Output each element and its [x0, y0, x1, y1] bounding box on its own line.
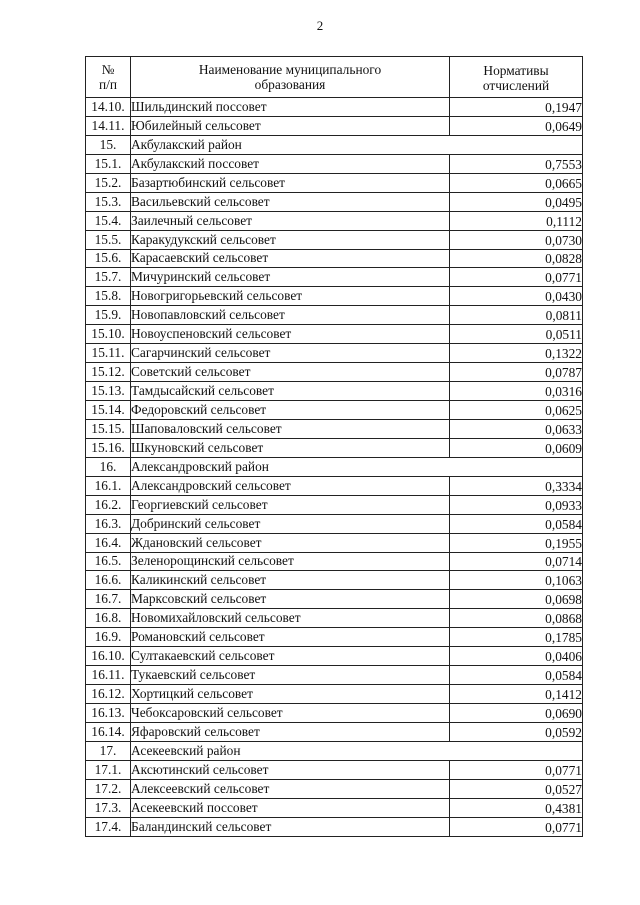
norm-value: 0,0933: [450, 495, 583, 514]
row-number: 17.4.: [86, 817, 131, 836]
municipality-name: Заилечный сельсовет: [131, 211, 450, 230]
norm-value: 0,0316: [450, 382, 583, 401]
row-number: 15.5.: [86, 230, 131, 249]
table-row: [86, 363, 583, 382]
row-number: 15.13.: [86, 382, 131, 401]
table-row: [86, 382, 583, 401]
table-row: [86, 287, 583, 306]
row-number: 16.8.: [86, 609, 131, 628]
table-row: [86, 230, 583, 249]
norm-value: 0,1112: [450, 211, 583, 230]
table-row: [86, 438, 583, 457]
row-number: 16.5.: [86, 552, 131, 571]
row-number: 16.1.: [86, 476, 131, 495]
table-row: [86, 249, 583, 268]
row-number: 14.11.: [86, 116, 131, 135]
norm-value: 0,0868: [450, 609, 583, 628]
district-row: [86, 741, 583, 760]
norm-value: 0,0698: [450, 590, 583, 609]
row-number: 17.1.: [86, 760, 131, 779]
row-number: 15.6.: [86, 249, 131, 268]
row-number: 16.7.: [86, 590, 131, 609]
norm-value: 0,0511: [450, 325, 583, 344]
municipality-name: Советский сельсовет: [131, 363, 450, 382]
table-row: [86, 173, 583, 192]
table-row: [86, 211, 583, 230]
norm-value: 0,1063: [450, 571, 583, 590]
table-row: [86, 647, 583, 666]
district-row: [86, 457, 583, 476]
row-number: 15.16.: [86, 438, 131, 457]
municipality-name: Сагарчинский сельсовет: [131, 344, 450, 363]
row-number: 17.2.: [86, 779, 131, 798]
municipality-name: Шильдинский поссовет: [131, 98, 450, 117]
row-number: 15.14.: [86, 401, 131, 420]
municipality-name: Мичуринский сельсовет: [131, 268, 450, 287]
norm-value: 0,1412: [450, 685, 583, 704]
table-row: [86, 798, 583, 817]
row-number: 15.3.: [86, 192, 131, 211]
row-number: 14.10.: [86, 98, 131, 117]
municipality-name: Карасаевский сельсовет: [131, 249, 450, 268]
header-name-line1: Наименование муниципального: [198, 62, 382, 77]
municipality-name: Юбилейный сельсовет: [131, 116, 450, 135]
table-row: [86, 817, 583, 836]
district-name: Асекеевский район: [131, 741, 450, 760]
municipality-name: Федоровский сельсовет: [131, 401, 450, 420]
row-number: 15.7.: [86, 268, 131, 287]
table-row: [86, 609, 583, 628]
table-row: [86, 306, 583, 325]
header-value-line1: Нормативы: [483, 63, 549, 78]
municipality-name: Яфаровский сельсовет: [131, 722, 450, 741]
table-row: [86, 325, 583, 344]
norm-value: 0,0730: [450, 230, 583, 249]
norm-value: 0,0714: [450, 552, 583, 571]
table-row: [86, 533, 583, 552]
norm-value: 0,0406: [450, 647, 583, 666]
municipality-name: Султакаевский сельсовет: [131, 647, 450, 666]
row-number: 16.9.: [86, 628, 131, 647]
header-num-line2: п/п: [98, 77, 118, 92]
table-row: [86, 476, 583, 495]
table-body: [86, 98, 583, 837]
norm-value: 0,0771: [450, 760, 583, 779]
table-row: [86, 401, 583, 420]
row-number: 16.12.: [86, 685, 131, 704]
norm-value: 0,0584: [450, 666, 583, 685]
district-row: [86, 135, 583, 154]
norm-value: 0,0771: [450, 817, 583, 836]
norm-value: 0,0430: [450, 287, 583, 306]
municipality-name: Добринский сельсовет: [131, 514, 450, 533]
norm-value: 0,0633: [450, 419, 583, 438]
row-number: 16.11.: [86, 666, 131, 685]
table-row: [86, 590, 583, 609]
header-value-line2: отчислений: [482, 78, 550, 93]
row-number: 16.10.: [86, 647, 131, 666]
table-row: [86, 495, 583, 514]
row-number: 16.3.: [86, 514, 131, 533]
header-num-line1: №: [101, 62, 115, 77]
norm-value: 0,1322: [450, 344, 583, 363]
norm-value: 0,0592: [450, 722, 583, 741]
row-number: 15.10.: [86, 325, 131, 344]
table-row: [86, 514, 583, 533]
norm-value: 0,4381: [450, 798, 583, 817]
page-number: 2: [316, 18, 324, 33]
district-name: Александровский район: [131, 457, 450, 476]
municipality-name: Зеленорощинский сельсовет: [131, 552, 450, 571]
row-number: 16.: [86, 457, 131, 476]
norm-value: 0,1785: [450, 628, 583, 647]
norm-value: 0,0828: [450, 249, 583, 268]
municipality-name: Васильевский сельсовет: [131, 192, 450, 211]
table-row: [86, 344, 583, 363]
row-number: 15.4.: [86, 211, 131, 230]
row-number: 16.14.: [86, 722, 131, 741]
norm-value: 0,0609: [450, 438, 583, 457]
municipality-name: Асекеевский поссовет: [131, 798, 450, 817]
table-row: [86, 419, 583, 438]
municipality-name: Романовский сельсовет: [131, 628, 450, 647]
table-row: [86, 722, 583, 741]
table-row: [86, 760, 583, 779]
municipality-name: Александровский сельсовет: [131, 476, 450, 495]
municipality-name: Марксовский сельсовет: [131, 590, 450, 609]
norm-value: 0,0527: [450, 779, 583, 798]
municipality-name: Акбулакский поссовет: [131, 154, 450, 173]
row-number: 17.3.: [86, 798, 131, 817]
header-num: [86, 57, 131, 98]
row-number: 15.: [86, 135, 131, 154]
row-number: 15.12.: [86, 363, 131, 382]
norm-value: [450, 741, 583, 760]
municipality-name: Базартюбинский сельсовет: [131, 173, 450, 192]
row-number: 16.2.: [86, 495, 131, 514]
norm-value: [450, 457, 583, 476]
header-row: [86, 57, 583, 98]
row-number: 15.11.: [86, 344, 131, 363]
table-row: [86, 571, 583, 590]
municipality-name: Тамдысайский сельсовет: [131, 382, 450, 401]
table-row: [86, 192, 583, 211]
norm-value: 0,0811: [450, 306, 583, 325]
row-number: 15.1.: [86, 154, 131, 173]
table-row: [86, 628, 583, 647]
table-header: [86, 57, 583, 98]
municipality-name: Георгиевский сельсовет: [131, 495, 450, 514]
norms-table: [85, 56, 583, 837]
header-name-line2: образования: [254, 77, 326, 92]
norm-value: 0,0665: [450, 173, 583, 192]
table-row: [86, 552, 583, 571]
district-name: Акбулакский район: [131, 135, 450, 154]
municipality-name: Новоуспеновский сельсовет: [131, 325, 450, 344]
norm-value: 0,0787: [450, 363, 583, 382]
municipality-name: Каликинский сельсовет: [131, 571, 450, 590]
norm-value: 0,7553: [450, 154, 583, 173]
table-row: [86, 704, 583, 723]
row-number: 16.4.: [86, 533, 131, 552]
municipality-name: Алексеевский сельсовет: [131, 779, 450, 798]
header-value: [450, 57, 583, 98]
table-row: [86, 98, 583, 117]
norm-value: 0,0649: [450, 116, 583, 135]
municipality-name: Каракудукский сельсовет: [131, 230, 450, 249]
municipality-name: Ждановский сельсовет: [131, 533, 450, 552]
row-number: 15.9.: [86, 306, 131, 325]
municipality-name: Тукаевский сельсовет: [131, 666, 450, 685]
table-row: [86, 268, 583, 287]
table-row: [86, 666, 583, 685]
norm-value: 0,0690: [450, 704, 583, 723]
table-row: [86, 685, 583, 704]
municipality-name: Аксютинский сельсовет: [131, 760, 450, 779]
municipality-name: Хортицкий сельсовет: [131, 685, 450, 704]
norm-value: 0,0584: [450, 514, 583, 533]
header-name: [131, 57, 450, 98]
row-number: 16.6.: [86, 571, 131, 590]
row-number: 17.: [86, 741, 131, 760]
municipality-name: Новомихайловский сельсовет: [131, 609, 450, 628]
municipality-name: Новопавловский сельсовет: [131, 306, 450, 325]
norm-value: 0,0625: [450, 401, 583, 420]
norm-value: 0,0495: [450, 192, 583, 211]
municipality-name: Баландинский сельсовет: [131, 817, 450, 836]
municipality-name: Чебоксаровский сельсовет: [131, 704, 450, 723]
table-row: [86, 779, 583, 798]
municipality-name: Шаповаловский сельсовет: [131, 419, 450, 438]
table-row: [86, 154, 583, 173]
norm-value: 0,3334: [450, 476, 583, 495]
norm-value: 0,0771: [450, 268, 583, 287]
table-row: [86, 116, 583, 135]
row-number: 15.2.: [86, 173, 131, 192]
municipality-name: Шкуновский сельсовет: [131, 438, 450, 457]
norm-value: [450, 135, 583, 154]
row-number: 15.15.: [86, 419, 131, 438]
row-number: 15.8.: [86, 287, 131, 306]
norm-value: 0,1955: [450, 533, 583, 552]
norm-value: 0,1947: [450, 98, 583, 117]
row-number: 16.13.: [86, 704, 131, 723]
municipality-name: Новогригорьевский сельсовет: [131, 287, 450, 306]
